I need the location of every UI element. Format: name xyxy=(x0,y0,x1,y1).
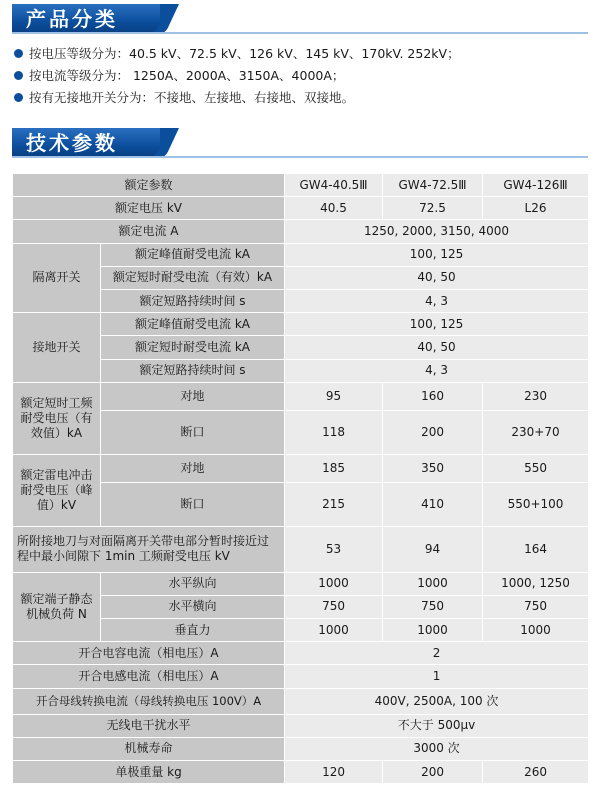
list-item xyxy=(12,42,588,64)
cell-value: 260 xyxy=(483,761,589,784)
cell-value: 185 xyxy=(285,454,383,482)
group-label: 隔离开关 xyxy=(13,243,101,313)
table-row xyxy=(13,737,589,760)
bullet-icon xyxy=(14,49,23,58)
row-label: 无线电干扰水平 xyxy=(13,714,285,737)
cell-value: 1000, 1250 xyxy=(483,572,589,595)
cell-value: 200 xyxy=(383,410,483,454)
cell-value: 120 xyxy=(285,761,383,784)
table-row xyxy=(13,526,589,572)
model-header: GW4-72.5Ⅲ xyxy=(383,174,483,197)
cell-value: 40, 50 xyxy=(285,336,589,359)
row-label: 对地 xyxy=(101,382,285,410)
cell-value: 200 xyxy=(383,761,483,784)
cell-value: L26 xyxy=(483,197,589,220)
header-underline xyxy=(12,156,588,158)
row-label: 垂直力 xyxy=(101,619,285,642)
header-label: 额定参数 xyxy=(13,174,285,197)
group-label: 额定端子静态机械负荷 N xyxy=(13,572,101,642)
row-label: 所附接地刀与对面隔离开关带电部分暂时接近过程中最小间隙下 1min 工频耐受电压 kV xyxy=(13,526,285,572)
header-underline xyxy=(12,32,588,34)
section-title: 产品分类 xyxy=(12,4,160,34)
group-label: 额定短时工频耐受电压（有效值）kA xyxy=(13,382,101,454)
cell-value: 94 xyxy=(383,526,483,572)
model-header: GW4-40.5Ⅲ xyxy=(285,174,383,197)
table-row xyxy=(13,665,589,688)
cell-value: 100, 125 xyxy=(285,243,589,266)
cell-value: 不大于 500μv xyxy=(285,714,589,737)
cell-value: 3000 次 xyxy=(285,737,589,760)
table-row xyxy=(13,761,589,784)
list-item-text: 按电流等级分为： 1250A、2000A、3150A、4000A； xyxy=(29,68,345,83)
row-label: 对地 xyxy=(101,454,285,482)
cell-value: 1000 xyxy=(285,619,383,642)
list-item-text: 按电压等级分为：40.5 kV、72.5 kV、126 kV、145 kV、170kV. 252kV； xyxy=(29,46,460,61)
cell-value: 750 xyxy=(285,595,383,618)
row-label: 额定短路持续时间 s xyxy=(101,289,285,312)
section-header-classification xyxy=(12,4,588,34)
cell-value: 215 xyxy=(285,482,383,526)
cell-value: 4, 3 xyxy=(285,289,589,312)
cell-value: 1000 xyxy=(483,619,589,642)
row-label: 单极重量 kg xyxy=(13,761,285,784)
table-row xyxy=(13,642,589,665)
cell-value: 230+70 xyxy=(483,410,589,454)
cell-value: 2 xyxy=(285,642,589,665)
table-row xyxy=(13,382,589,410)
cell-value: 550+100 xyxy=(483,482,589,526)
cell-value: 550 xyxy=(483,454,589,482)
model-header: GW4-126Ⅲ xyxy=(483,174,589,197)
cell-value: 410 xyxy=(383,482,483,526)
section-header-specs xyxy=(12,128,588,158)
cell-value: 350 xyxy=(383,454,483,482)
row-label: 开合母线转换电流（母线转换电压 100V）A xyxy=(13,688,285,714)
row-label: 断口 xyxy=(101,482,285,526)
cell-value: 40, 50 xyxy=(285,266,589,289)
list-item-text: 按有无接地开关分为：不接地、左接地、右接地、双接地。 xyxy=(29,90,355,105)
cell-value: 100, 125 xyxy=(285,313,589,336)
bullet-icon xyxy=(14,71,23,80)
classification-list xyxy=(12,42,588,108)
cell-value: 118 xyxy=(285,410,383,454)
row-label: 额定短路持续时间 s xyxy=(101,359,285,382)
table-row xyxy=(13,572,589,595)
spec-table xyxy=(12,173,589,784)
cell-value: 400V, 2500A, 100 次 xyxy=(285,688,589,714)
row-label: 开合电容电流（相电压）A xyxy=(13,642,285,665)
table-row xyxy=(13,220,589,243)
cell-value: 750 xyxy=(483,595,589,618)
row-label: 额定短时耐受电流（有效）kA xyxy=(101,266,285,289)
row-label: 额定电流 A xyxy=(13,220,285,243)
row-label: 额定峰值耐受电流 kA xyxy=(101,313,285,336)
row-label: 额定短时耐受电流 kA xyxy=(101,336,285,359)
bullet-icon xyxy=(14,93,23,102)
list-item xyxy=(12,64,588,86)
cell-value: 230 xyxy=(483,382,589,410)
list-item xyxy=(12,86,588,108)
cell-value: 1000 xyxy=(383,619,483,642)
cell-value: 1000 xyxy=(285,572,383,595)
table-row xyxy=(13,454,589,482)
cell-value: 1 xyxy=(285,665,589,688)
table-row xyxy=(13,243,589,266)
group-label: 额定雷电冲击耐受电压（峰值）kV xyxy=(13,454,101,526)
cell-value: 4, 3 xyxy=(285,359,589,382)
row-label: 开合电感电流（相电压）A xyxy=(13,665,285,688)
cell-value: 750 xyxy=(383,595,483,618)
cell-value: 1000 xyxy=(383,572,483,595)
row-label: 额定峰值耐受电流 kA xyxy=(101,243,285,266)
section-title: 技术参数 xyxy=(12,128,160,158)
cell-value: 164 xyxy=(483,526,589,572)
row-label: 水平横向 xyxy=(101,595,285,618)
cell-value: 40.5 xyxy=(285,197,383,220)
row-label: 机械寿命 xyxy=(13,737,285,760)
cell-value: 72.5 xyxy=(383,197,483,220)
row-label: 断口 xyxy=(101,410,285,454)
table-row xyxy=(13,174,589,197)
group-label: 接地开关 xyxy=(13,313,101,383)
cell-value: 95 xyxy=(285,382,383,410)
table-row xyxy=(13,688,589,714)
row-label: 水平纵向 xyxy=(101,572,285,595)
cell-value: 1250, 2000, 3150, 4000 xyxy=(285,220,589,243)
table-row xyxy=(13,197,589,220)
table-row xyxy=(13,313,589,336)
row-label: 额定电压 kV xyxy=(13,197,285,220)
table-row xyxy=(13,714,589,737)
cell-value: 160 xyxy=(383,382,483,410)
cell-value: 53 xyxy=(285,526,383,572)
